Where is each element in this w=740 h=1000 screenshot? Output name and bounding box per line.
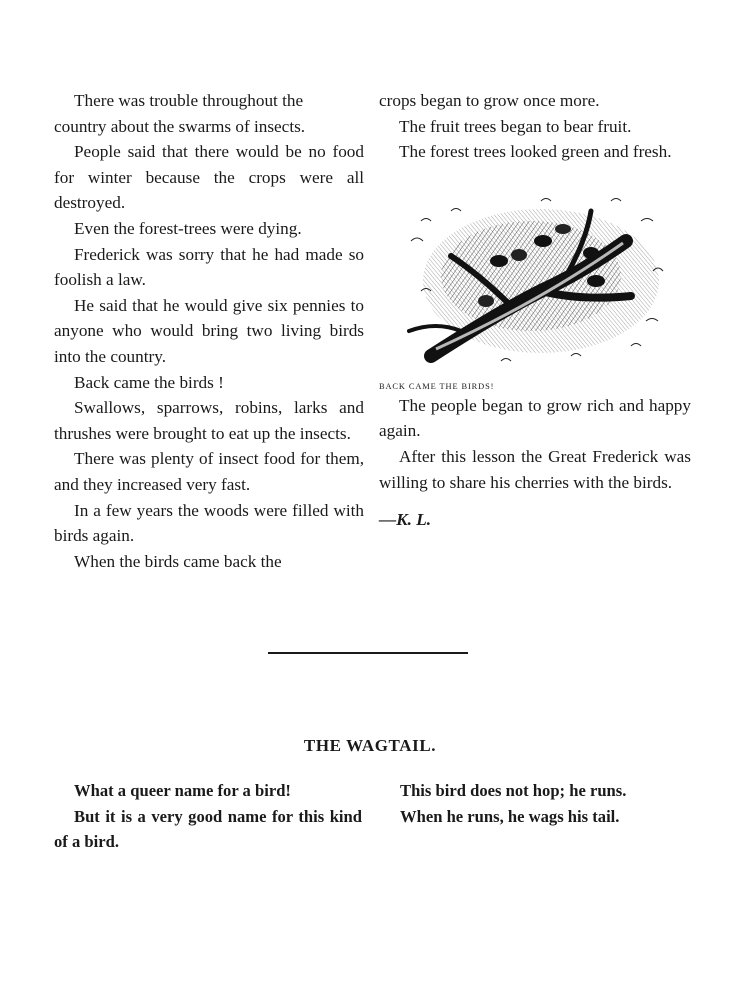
paragraph: The forest trees looked green and fresh. — [399, 142, 672, 162]
article2-right-column — [380, 778, 690, 829]
paragraph: In a few years the woods were filled with birds again. — [54, 500, 364, 546]
paragraph: Frederick was sorry that he had made so foolish a law. — [54, 244, 364, 290]
article-title: THE WAGTAIL. — [303, 736, 437, 755]
paragraph: People said that there would be no food for winter because the crops were all destroyed. — [54, 142, 364, 213]
paragraph: When he runs, he wags his tail. — [400, 806, 620, 826]
paragraph: When the birds came back the — [74, 551, 282, 571]
paragraph: Swallows, sparrows, robins, larks and thrushes were brought to eat up the insects. — [54, 398, 364, 443]
birds-in-tree-illustration — [391, 181, 681, 381]
paragraph: There was trouble throughout the — [74, 91, 304, 110]
paragraph: crops began to grow once more. — [379, 91, 600, 110]
paragraph: This bird does not hop; he runs. — [400, 781, 627, 800]
paragraph: After this lesson the Great Frederick was willing to share his cherries with the birds. — [379, 446, 691, 492]
article2-left-column — [54, 778, 362, 855]
author-signature: —K. L. — [379, 510, 432, 530]
paragraph: There was plenty of insect food for them, and they increased very fast. — [54, 449, 364, 494]
paragraph: But it is a very good name for this kind of a bird. — [54, 806, 362, 852]
paragraph: country about the swarms of insects. — [54, 116, 306, 136]
paragraph: Back came the birds ! — [74, 372, 224, 392]
paragraph: The fruit trees began to bear fruit. — [399, 116, 632, 136]
article1-right-column — [379, 88, 691, 533]
paragraph: He said that he would give six pennies to anyone who would bring two living birds into the country. — [54, 295, 364, 366]
paragraph: What a queer name for a bird! — [74, 781, 291, 800]
paragraph: The people began to grow rich and happy again. — [379, 395, 691, 441]
section-divider — [268, 652, 468, 654]
paragraph: Even the forest-trees were dying. — [74, 218, 302, 238]
figure-caption: BACK CAME THE BIRDS! — [379, 381, 495, 391]
article1-left-column — [54, 88, 364, 574]
